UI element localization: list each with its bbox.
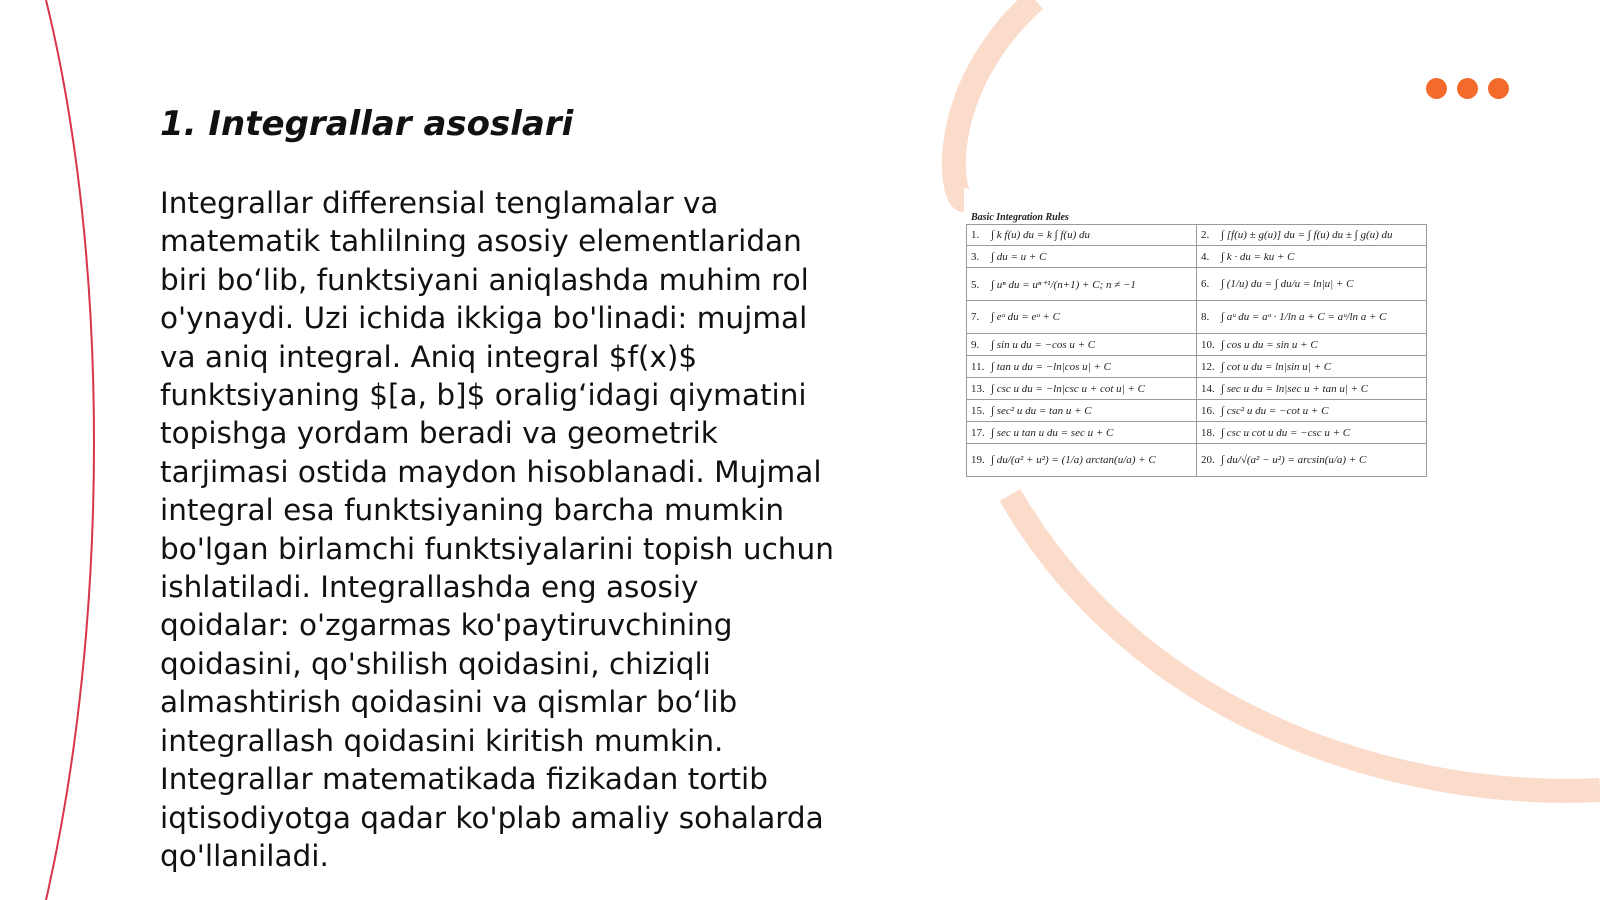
rule-cell (1197, 422, 1427, 444)
rule-cell (967, 334, 1197, 356)
rule-cell (1197, 301, 1427, 334)
rule-number: 6. (1201, 278, 1210, 290)
dot (1488, 78, 1509, 99)
rule-number: 12. (1201, 360, 1215, 373)
rules-row (967, 444, 1427, 477)
left-border-line (46, 0, 94, 900)
rule-number: 8. (1201, 311, 1210, 323)
rules-row (967, 356, 1427, 378)
rule-number: 15. (971, 404, 985, 417)
rules-row (967, 225, 1427, 246)
rule-formula: ∫ cos u du = sin u + C (1221, 338, 1318, 351)
rule-cell (1197, 378, 1427, 400)
rule-number: 17. (971, 426, 985, 439)
slide-body-text: Integrallar differensial tenglamalar va matematik tahlilning asosiy elementlaridan biri bo‘lib, funktsiyani aniqlashda muhim rol o'ynaydi. Uzi ichida ikkiga bo'linadi: mujmal va aniq integral. Aniq integral $f(x)$ funktsiyaning $[a, b]$ oralig‘idagi qiymatini topishga yordam beradi va geometrik tarjimasi ostida maydon hisoblanadi. Mujmal integral esa funktsiyaning barcha mumkin bo'lgan birlamchi funktsiyalarini topish uchun ishlatiladi. Integrallashda eng asosiy qoidalar: o'zgarmas ko'paytiruvchining qoidasini, qo'shilish qoidasini, chiziqli almashtirish qoidasini va qismlar bo‘lib integrallash qoidasini kiritish mumkin. Integrallar matematikada fizikadan tortib iqtisodiyotga qadar ko'plab amaliy sohalarda qo'llaniladi. (160, 186, 834, 873)
rules-table (966, 224, 1427, 477)
rules-row (967, 334, 1427, 356)
rules-row (967, 400, 1427, 422)
rule-number: 14. (1201, 382, 1215, 395)
rule-cell (967, 301, 1197, 334)
rule-cell (1197, 225, 1427, 246)
rule-formula: ∫ [f(u) ± g(u)] du = ∫ f(u) du ± ∫ g(u) du (1221, 229, 1393, 241)
rule-number: 3. (971, 250, 980, 263)
rule-cell (967, 356, 1197, 378)
rule-cell (967, 422, 1197, 444)
dot (1457, 78, 1478, 99)
rule-formula: ∫ du/√(a² − u²) = arcsin(u/a) + C (1221, 454, 1367, 466)
rule-formula: ∫ csc² u du = −cot u + C (1221, 404, 1329, 417)
rule-cell (1197, 334, 1427, 356)
rule-formula: ∫ k f(u) du = k ∫ f(u) du (991, 229, 1090, 241)
rule-formula: ∫ cot u du = ln|sin u| + C (1221, 360, 1332, 373)
rule-number: 9. (971, 338, 980, 351)
rule-formula: ∫ du = u + C (991, 250, 1047, 263)
three-dots-icon (1426, 78, 1509, 99)
rule-formula: ∫ csc u du = −ln|csc u + cot u| + C (991, 382, 1145, 395)
rule-cell (1197, 268, 1427, 301)
integration-rules-image (966, 211, 1427, 477)
rule-number: 2. (1201, 229, 1210, 241)
rule-formula: ∫ sec u du = ln|sec u + tan u| + C (1221, 382, 1369, 395)
rules-row (967, 422, 1427, 444)
rule-cell (1197, 400, 1427, 422)
rule-number: 19. (971, 454, 985, 466)
rule-formula: ∫ aᵘ du = aᵘ · 1/ln a + C = aᵘ/ln a + C (1221, 311, 1387, 323)
rule-number: 18. (1201, 426, 1215, 439)
rule-number: 10. (1201, 338, 1215, 351)
rule-formula: ∫ eᵘ du = eᵘ + C (991, 311, 1060, 323)
rule-formula: ∫ (1/u) du = ∫ du/u = ln|u| + C (1221, 278, 1354, 290)
rule-cell (967, 246, 1197, 268)
rule-number: 7. (971, 311, 980, 323)
rule-number: 1. (971, 229, 980, 241)
rule-number: 13. (971, 382, 985, 395)
rule-number: 16. (1201, 404, 1215, 417)
rule-cell (967, 378, 1197, 400)
slide-title: 1. Integrallar asoslari (160, 104, 574, 144)
rule-number: 5. (971, 278, 980, 291)
rule-formula: ∫ du/(a² + u²) = (1/a) arctan(u/a) + C (991, 454, 1156, 466)
rule-cell (1197, 246, 1427, 268)
rule-cell (967, 268, 1197, 301)
rule-formula: ∫ sec² u du = tan u + C (991, 404, 1092, 417)
rule-formula: ∫ sin u du = −cos u + C (991, 338, 1096, 351)
rule-cell (967, 444, 1197, 477)
rule-cell (967, 400, 1197, 422)
rule-formula: ∫ sec u tan u du = sec u + C (991, 426, 1114, 439)
rule-formula: ∫ csc u cot u du = −csc u + C (1221, 426, 1351, 439)
rule-cell (1197, 356, 1427, 378)
rule-cell (1197, 444, 1427, 477)
rule-formula: ∫ uⁿ du = uⁿ⁺¹/(n+1) + C; n ≠ −1 (991, 278, 1136, 291)
rule-number: 4. (1201, 250, 1210, 263)
rule-number: 20. (1201, 454, 1215, 466)
rules-row (967, 268, 1427, 301)
rules-title: Basic Integration Rules (971, 212, 1069, 223)
dot (1426, 78, 1447, 99)
rule-formula: ∫ k · du = ku + C (1221, 250, 1295, 263)
rule-formula: ∫ tan u du = −ln|cos u| + C (991, 360, 1111, 373)
rules-row (967, 301, 1427, 334)
rule-number: 11. (971, 360, 985, 373)
rule-cell (967, 225, 1197, 246)
rules-row (967, 246, 1427, 268)
rules-row (967, 378, 1427, 400)
